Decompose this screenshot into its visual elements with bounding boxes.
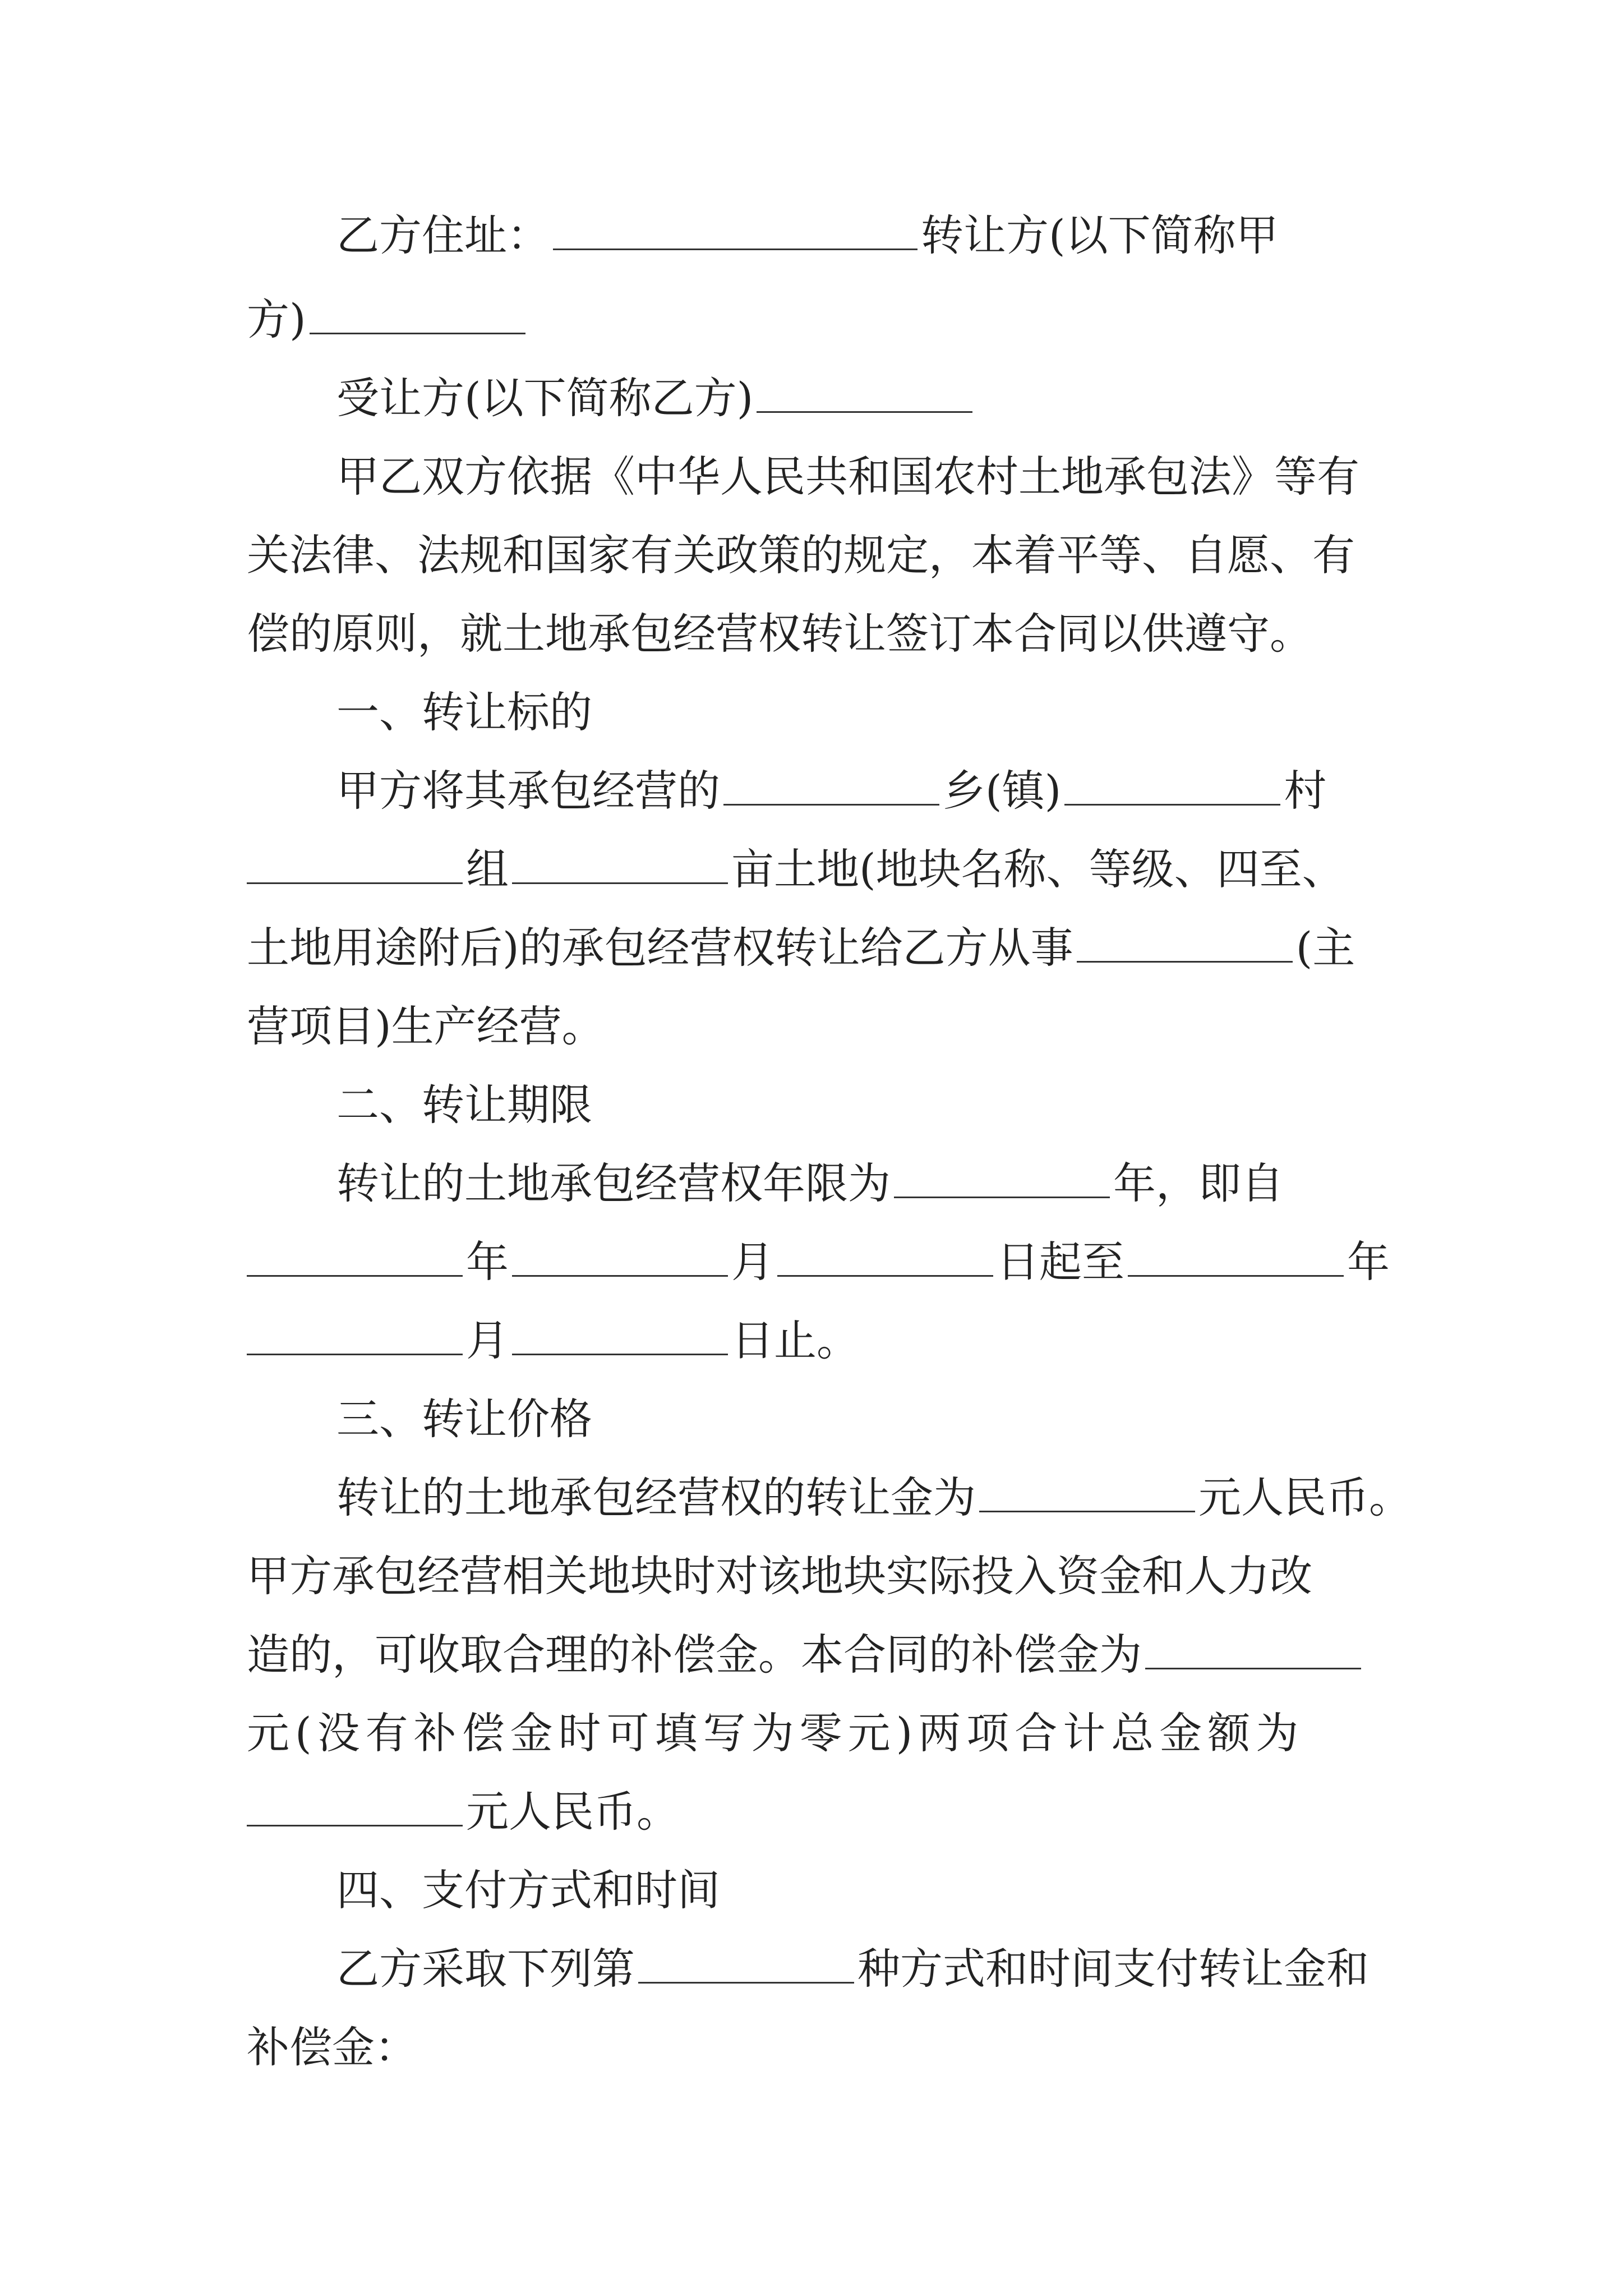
term-line-3 bbox=[247, 1301, 1391, 1380]
total-amount-blank bbox=[247, 1820, 463, 1826]
start-day-label: 日起至 bbox=[997, 1237, 1124, 1287]
group-label: 组 bbox=[466, 844, 509, 894]
section-heading-4: 四、支付方式和时间 bbox=[336, 1865, 720, 1915]
payment-line-2: 补偿金： bbox=[247, 2022, 417, 2072]
price-unit-label: 元人民币。 bbox=[1198, 1473, 1412, 1522]
preamble-line-2: 关法律、法规和国家有关政策的规定，本着平等、自愿、有 bbox=[247, 530, 1355, 580]
price-line-1 bbox=[336, 1458, 1447, 1537]
compensation-blank bbox=[1145, 1663, 1361, 1669]
end-year-blank bbox=[1128, 1271, 1344, 1277]
party-b-address-blank bbox=[553, 244, 917, 250]
total-amount-unit: 元人民币。 bbox=[466, 1787, 679, 1837]
payment-text: 乙方采取下列第 bbox=[336, 1944, 635, 1994]
end-month-label: 月 bbox=[466, 1315, 509, 1365]
price-line-5 bbox=[247, 1773, 1391, 1851]
end-year-label: 年 bbox=[1347, 1237, 1390, 1287]
subject-line-1 bbox=[336, 752, 1391, 830]
transferor-blank bbox=[310, 328, 525, 334]
group-blank bbox=[247, 878, 463, 884]
end-day-label: 日止。 bbox=[731, 1315, 859, 1365]
transferor-line bbox=[247, 280, 1391, 359]
price-line-4: 元(没有补偿金时可填写为零元)两项合计总金额为 bbox=[247, 1708, 1304, 1758]
preamble-line-1: 甲乙双方依据《中华人民共和国农村土地承包法》等有 bbox=[336, 452, 1359, 501]
payment-line-1 bbox=[336, 1930, 1391, 2008]
compensation-text: 造的，可收取合理的补偿金。本合同的补偿金为 bbox=[247, 1630, 1142, 1680]
land-use-text: 土地用途附后)的承包经营权转让给乙方从事 bbox=[247, 923, 1073, 973]
subject-line-4: 营项目)生产经营。 bbox=[247, 1001, 605, 1051]
section-heading-1: 一、转让标的 bbox=[336, 687, 592, 737]
subject-line-2 bbox=[247, 830, 1391, 909]
term-text: 转让的土地承包经营权年限为 bbox=[336, 1158, 891, 1208]
transfer-fee-blank bbox=[979, 1506, 1195, 1512]
price-line-3 bbox=[247, 1616, 1391, 1694]
transferee-label: 受让方(以下简称乙方) bbox=[336, 373, 754, 423]
mu-blank bbox=[512, 878, 728, 884]
end-day-blank bbox=[512, 1349, 728, 1355]
land-description-text: 亩土地(地块名称、等级、四至、 bbox=[731, 844, 1345, 894]
subject-line-3 bbox=[247, 909, 1391, 987]
village-blank bbox=[1064, 799, 1280, 806]
party-b-address-line bbox=[336, 196, 1391, 275]
price-line-2: 甲方承包经营相关地块时对该地块实际投入资金和人力改 bbox=[247, 1551, 1312, 1601]
years-blank bbox=[894, 1192, 1110, 1198]
transferor-label: 转让方(以下简称甲 bbox=[921, 210, 1279, 260]
township-blank bbox=[723, 799, 939, 806]
term-line-2 bbox=[247, 1223, 1391, 1301]
transferee-line bbox=[336, 359, 1391, 438]
start-year-label: 年 bbox=[466, 1237, 509, 1287]
payment-method-text: 种方式和时间支付转让金和 bbox=[857, 1944, 1369, 1994]
preamble-line-3: 偿的原则，就土地承包经营权转让签订本合同以供遵守。 bbox=[247, 609, 1312, 659]
start-day-blank bbox=[777, 1271, 993, 1277]
payment-option-blank bbox=[638, 1977, 854, 1984]
section-heading-3: 三、转让价格 bbox=[336, 1394, 592, 1444]
term-line-1 bbox=[336, 1144, 1391, 1223]
transferor-label-end: 方) bbox=[247, 295, 306, 344]
township-label: 乡(镇) bbox=[943, 766, 1062, 816]
end-month-blank bbox=[247, 1349, 463, 1355]
transferee-blank bbox=[757, 407, 972, 413]
section-heading-2: 二、转让期限 bbox=[336, 1080, 592, 1130]
village-label: 村 bbox=[1284, 766, 1327, 816]
start-year-blank bbox=[247, 1271, 463, 1277]
main-project-label: (主 bbox=[1295, 923, 1355, 973]
subject-text-1: 甲方将其承包经营的 bbox=[336, 766, 720, 816]
start-month-blank bbox=[512, 1271, 728, 1277]
term-years-label: 年，即自 bbox=[1113, 1158, 1284, 1208]
party-b-address-label: 乙方住址： bbox=[336, 210, 550, 260]
main-project-blank bbox=[1077, 956, 1293, 963]
price-text: 转让的土地承包经营权的转让金为 bbox=[336, 1473, 976, 1522]
start-month-label: 月 bbox=[731, 1237, 774, 1287]
